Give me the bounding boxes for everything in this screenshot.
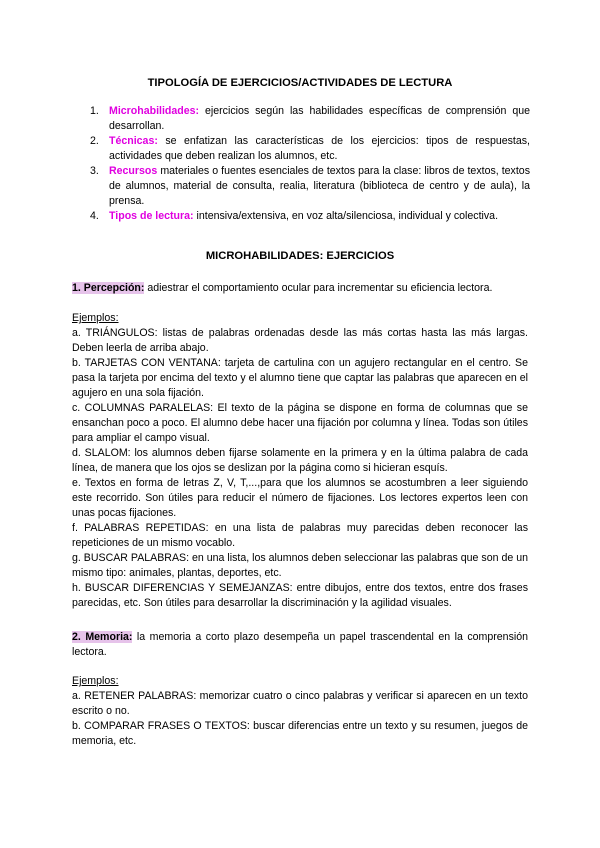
typology-item — [90, 134, 530, 164]
item-term: Microhabilidades: — [109, 105, 200, 117]
item-text: ejercicios según las habilidades específicas de comprensión que desarrollan. — [109, 105, 530, 132]
typology-item — [90, 209, 530, 224]
item-term: Técnicas: — [109, 135, 158, 147]
example-item: b. TARJETAS CON VENTANA: tarjeta de cartulina con un agujero rectangular en el centro. Se pasa la tarjeta por encima del texto y el alumno tiene que captar las palabras que aparecen en el agujero en una sola fijación. — [72, 357, 528, 399]
perception-examples — [72, 311, 528, 611]
example-item: h. BUSCAR DIFERENCIAS Y SEMEJANZAS: entre dibujos, entre dos textos, entre dos frases parecidas, etc. Son útiles para desarrollar la discriminación y la agilidad visuales. — [72, 582, 528, 609]
examples-label: Ejemplos: — [72, 312, 119, 324]
item-number: 4. — [90, 210, 99, 222]
memory-intro — [72, 630, 528, 660]
item-term: Tipos de lectura: — [109, 210, 194, 222]
item-number: 2. — [90, 135, 99, 147]
perception-heading: 1. Percepción: — [72, 282, 145, 294]
item-number: 1. — [90, 105, 99, 117]
typology-item — [90, 164, 530, 209]
example-item: f. PALABRAS REPETIDAS: en una lista de palabras muy parecidas deben reconocer las repeticiones de un mismo vocablo. — [72, 522, 528, 549]
item-term: Recursos — [109, 165, 158, 177]
example-item: a. RETENER PALABRAS: memorizar cuatro o cinco palabras y verificar si aparecen en un texto escrito o no. — [72, 690, 528, 717]
perception-text: adiestrar el comportamiento ocular para incrementar su eficiencia lectora. — [144, 282, 493, 294]
example-item: a. TRIÁNGULOS: listas de palabras ordenadas desde las más cortas hasta las más largas. Deben leerla de arriba abajo. — [72, 327, 528, 354]
item-text: intensiva/extensiva, en voz alta/silenciosa, individual y colectiva. — [193, 210, 499, 222]
memory-text: la memoria a corto plazo desempeña un papel trascendental en la comprensión lectora. — [72, 631, 529, 658]
example-item: g. BUSCAR PALABRAS: en una lista, los alumnos deben seleccionar las palabras que son de un mismo tipo: animales, plantas, deportes, etc. — [72, 552, 528, 579]
memory-heading: 2. Memoria: — [72, 631, 133, 643]
item-number: 3. — [90, 165, 99, 177]
item-text: materiales o fuentes esenciales de textos para la clase: libros de textos, textos de alumnos, material de consulta, realia, literatura (biblioteca de centro y de aula), la prensa. — [109, 165, 530, 207]
typology-item — [90, 104, 530, 134]
section-title: MICROHABILIDADES: EJERCICIOS — [205, 250, 395, 262]
perception-intro — [72, 281, 528, 296]
examples-label: Ejemplos: — [72, 675, 119, 687]
example-item: e. Textos en forma de letras Z, V, T,...,para que los alumnos se acostumbren a leer siguiendo este recorrido. Son útiles para reducir el número de fijaciones. Los lectores expertos leen con unas pocas fijaciones. — [72, 477, 528, 519]
document-title: TIPOLOGÍA DE EJERCICIOS/ACTIVIDADES DE LECTURA — [147, 77, 453, 89]
example-item: b. COMPARAR FRASES O TEXTOS: buscar diferencias entre un texto y su resumen, juegos de memoria, etc. — [72, 720, 528, 747]
typology-list — [90, 104, 530, 224]
example-item: d. SLALOM: los alumnos deben fijarse solamente en la primera y en la última palabra de cada línea, de manera que los ojos se deslizan por la página como si hicieran esquís. — [72, 447, 528, 474]
item-text: se enfatizan las características de los ejercicios: tipos de respuestas, actividades que deben realizan los alumnos, etc. — [109, 135, 530, 162]
memory-examples — [72, 674, 528, 749]
example-item: c. COLUMNAS PARALELAS: El texto de la página se dispone en forma de columnas que se ensanchan poco a poco. El alumno debe hacer una fijación por columna y línea. Todas son útiles para ampliar el campo visual. — [72, 402, 528, 444]
